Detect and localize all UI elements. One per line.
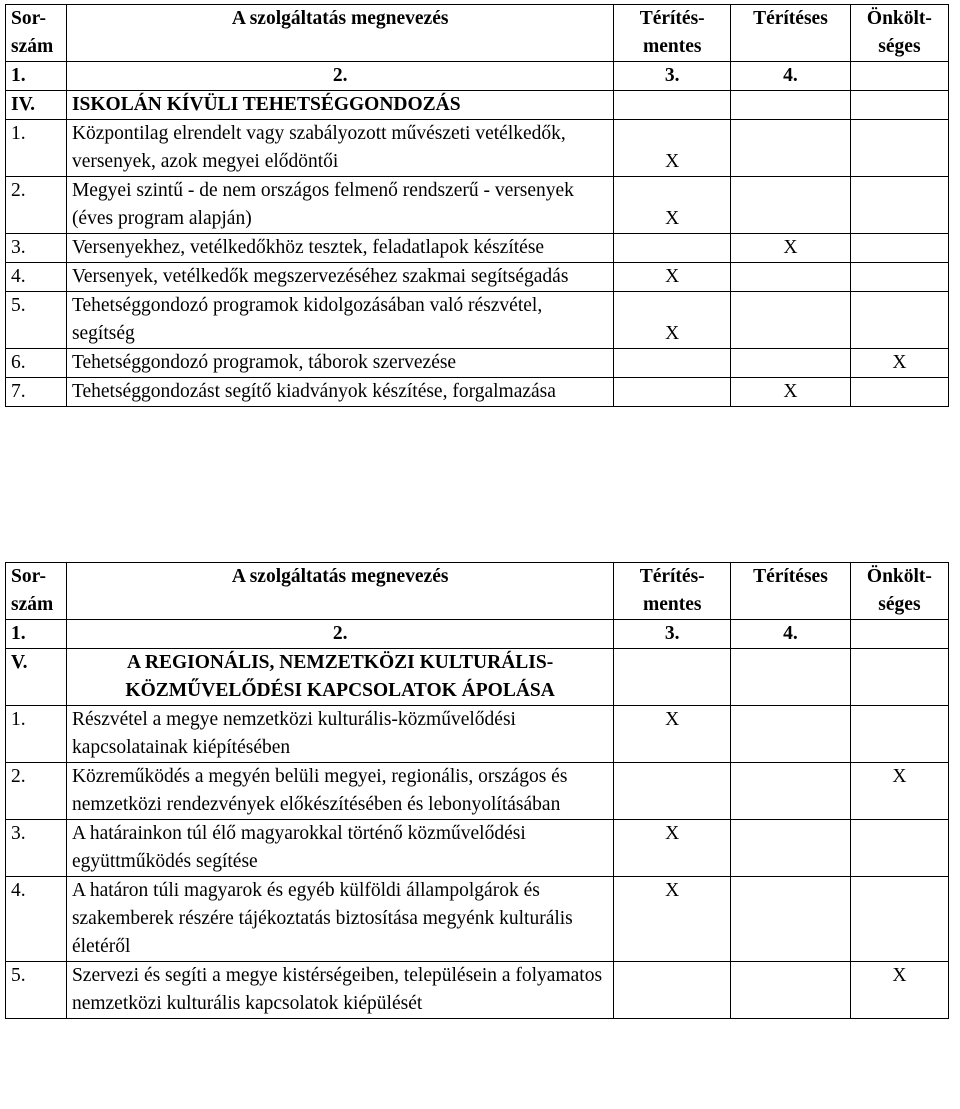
- empty-cell: [850, 91, 948, 120]
- empty-cell: [614, 91, 731, 120]
- paid-mark: [731, 820, 851, 877]
- table-row: [6, 177, 949, 234]
- section-title: A REGIONÁLIS, NEMZETKÖZI KULTURÁLIS-KÖZMŰVELŐDÉSI KAPCSOLATOK ÁPOLÁSA: [66, 649, 613, 706]
- row-number: 3.: [6, 234, 67, 263]
- colnum-4: 4.: [731, 62, 851, 91]
- row-text: Megyei szintű - de nem országos felmenő rendszerű - versenyek (éves program alapján): [66, 177, 613, 234]
- empty-cell: [731, 649, 851, 706]
- row-number: 1.: [6, 706, 67, 763]
- cost-mark: [850, 820, 948, 877]
- free-mark: [614, 234, 731, 263]
- colnum-2: 2.: [66, 620, 613, 649]
- colnum-5-empty: [850, 62, 948, 91]
- paid-mark: [731, 877, 851, 962]
- row-number: 4.: [6, 263, 67, 292]
- section-number: V.: [6, 649, 67, 706]
- row-number: 2.: [6, 177, 67, 234]
- free-mark: [614, 763, 731, 820]
- free-mark: X: [614, 177, 731, 234]
- row-number: 4.: [6, 877, 67, 962]
- section-number: IV.: [6, 91, 67, 120]
- table-row: [6, 292, 949, 349]
- cost-mark: [850, 263, 948, 292]
- empty-cell: [731, 91, 851, 120]
- header-sorszam: Sor- szám: [6, 563, 67, 620]
- row-text: Szervezi és segíti a megye kistérségeiben, településein a folyamatos nemzetközi kulturális kapcsolatok kiépülését: [66, 962, 613, 1019]
- service-table-v: [5, 562, 949, 1019]
- table-row: [6, 763, 949, 820]
- row-number: 1.: [6, 120, 67, 177]
- column-number-row: [6, 620, 949, 649]
- header-free: Térítés- mentes: [614, 563, 731, 620]
- free-mark: [614, 962, 731, 1019]
- colnum-1: 1.: [6, 620, 67, 649]
- paid-mark: [731, 349, 851, 378]
- paid-mark: [731, 706, 851, 763]
- table-header: [6, 5, 949, 62]
- table-row: [6, 263, 949, 292]
- row-number: 3.: [6, 820, 67, 877]
- paid-mark: X: [731, 378, 851, 407]
- cost-mark: [850, 292, 948, 349]
- row-text: Központilag elrendelt vagy szabályozott művészeti vetélkedők, versenyek, azok megyei elődöntői: [66, 120, 613, 177]
- cost-mark: X: [850, 763, 948, 820]
- row-number: 7.: [6, 378, 67, 407]
- row-text: A határon túli magyarok és egyéb külföldi állampolgárok és szakemberek részére tájékoztatás biztosítása megyénk kulturális életéről: [66, 877, 613, 962]
- row-text: Tehetséggondozást segítő kiadványok készítése, forgalmazása: [66, 378, 613, 407]
- colnum-4: 4.: [731, 620, 851, 649]
- paid-mark: [731, 120, 851, 177]
- free-mark: [614, 378, 731, 407]
- paid-mark: [731, 263, 851, 292]
- row-text: Tehetséggondozó programok kidolgozásában való részvétel, segítség: [66, 292, 613, 349]
- empty-cell: [614, 649, 731, 706]
- free-mark: X: [614, 292, 731, 349]
- row-text: Versenyek, vetélkedők megszervezéséhez szakmai segítségadás: [66, 263, 613, 292]
- row-text: Tehetséggondozó programok, táborok szervezése: [66, 349, 613, 378]
- table-row: [6, 962, 949, 1019]
- table-row: [6, 120, 949, 177]
- free-mark: X: [614, 820, 731, 877]
- header-paid: Térítéses: [731, 563, 851, 620]
- header-free: Térítés- mentes: [614, 5, 731, 62]
- section-row: [6, 91, 949, 120]
- header-paid: Térítéses: [731, 5, 851, 62]
- service-table-iv: [5, 4, 949, 407]
- row-number: 6.: [6, 349, 67, 378]
- table-row: [6, 378, 949, 407]
- section-row: [6, 649, 949, 706]
- row-text: Versenyekhez, vetélkedőkhöz tesztek, feladatlapok készítése: [66, 234, 613, 263]
- section-title: ISKOLÁN KÍVÜLI TEHETSÉGGONDOZÁS: [66, 91, 613, 120]
- free-mark: X: [614, 120, 731, 177]
- header-cost: Önkölt- séges: [850, 5, 948, 62]
- header-service-name: A szolgáltatás megnevezés: [66, 5, 613, 62]
- cost-mark: X: [850, 962, 948, 1019]
- row-number: 5.: [6, 292, 67, 349]
- colnum-3: 3.: [614, 620, 731, 649]
- colnum-1: 1.: [6, 62, 67, 91]
- colnum-3: 3.: [614, 62, 731, 91]
- cost-mark: [850, 378, 948, 407]
- free-mark: X: [614, 706, 731, 763]
- free-mark: X: [614, 877, 731, 962]
- row-text: Részvétel a megye nemzetközi kulturális-közművelődési kapcsolatainak kiépítésében: [66, 706, 613, 763]
- cost-mark: [850, 877, 948, 962]
- row-number: 5.: [6, 962, 67, 1019]
- free-mark: X: [614, 263, 731, 292]
- cost-mark: [850, 706, 948, 763]
- table-row: [6, 349, 949, 378]
- paid-mark: [731, 292, 851, 349]
- table-row: [6, 234, 949, 263]
- cost-mark: [850, 177, 948, 234]
- table-row: [6, 706, 949, 763]
- row-text: A határainkon túl élő magyarokkal történő közművelődési együttműködés segítése: [66, 820, 613, 877]
- column-number-row: [6, 62, 949, 91]
- table-header: [6, 563, 949, 620]
- row-number: 2.: [6, 763, 67, 820]
- row-text: Közreműködés a megyén belüli megyei, regionális, országos és nemzetközi rendezvények előkészítésében és lebonyolításában: [66, 763, 613, 820]
- header-service-name: A szolgáltatás megnevezés: [66, 563, 613, 620]
- cost-mark: [850, 120, 948, 177]
- free-mark: [614, 349, 731, 378]
- table-row: [6, 820, 949, 877]
- empty-cell: [850, 649, 948, 706]
- table-row: [6, 877, 949, 962]
- colnum-2: 2.: [66, 62, 613, 91]
- paid-mark: [731, 763, 851, 820]
- paid-mark: [731, 177, 851, 234]
- cost-mark: X: [850, 349, 948, 378]
- header-cost: Önkölt- séges: [850, 563, 948, 620]
- paid-mark: X: [731, 234, 851, 263]
- colnum-5-empty: [850, 620, 948, 649]
- header-sorszam: Sor- szám: [6, 5, 67, 62]
- paid-mark: [731, 962, 851, 1019]
- cost-mark: [850, 234, 948, 263]
